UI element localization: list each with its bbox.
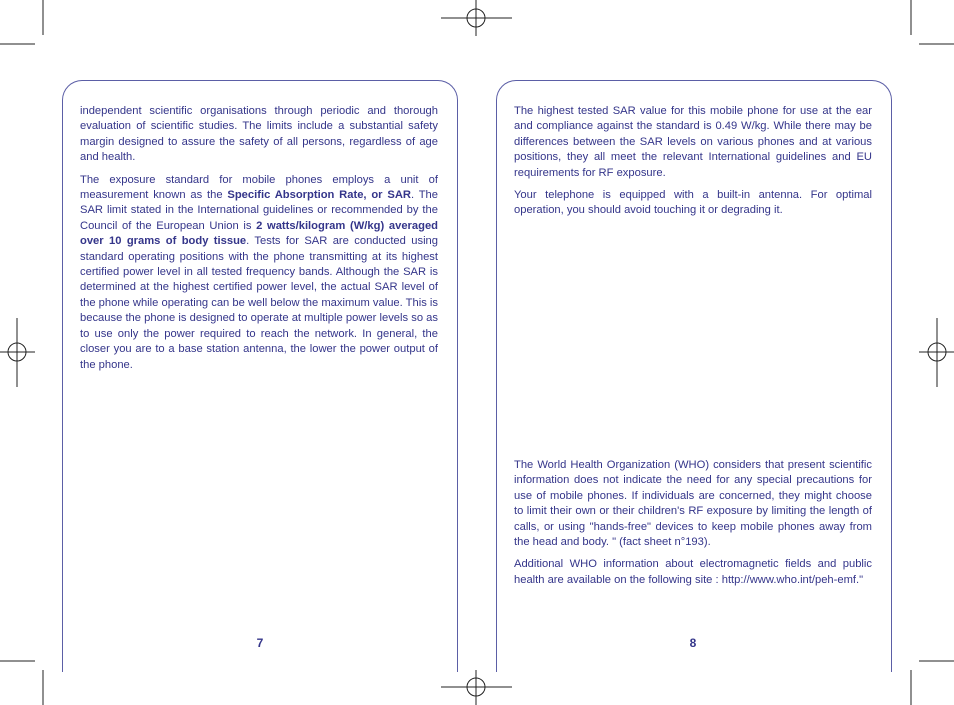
sar-limit-text: . The SAR limit stated in the International guidelines or recommended by the Council of the European Union is [80,189,438,232]
right-paragraph-4: Additional WHO information about electromagnetic fields and public health are available on the following site : http://www.who.int/peh-emf." [514,558,872,586]
right-page-text-bottom [514,458,872,595]
sar-term: Specific Absorption Rate, or SAR [227,189,411,202]
sar-intro-text: The exposure standard for mobile phones employs a unit of measurement known as the [80,173,438,202]
left-page-text [80,104,438,380]
right-paragraph-2: Your telephone is equipped with a built-in antenna. For optimal operation, you should avoid touching it or degrading it. [514,189,872,217]
right-paragraph-3: The World Health Organization (WHO) considers that present scientific information does not indicate the need for any special precautions for use of mobile phones. If individuals are concerned, they might choose to limit their own or their children's RF exposure by limiting the length of calls, or using "hands-free" devices to keep mobile phones away from the head and body. " (fact sheet n°193). [514,459,872,549]
right-paragraph-1: The highest tested SAR value for this mobile phone for use at the ear and compliance against the standard is 0.49 W/kg. While there may be differences between the SAR levels on various phones and at various positions, they all meet the relevant International guidelines and EU requirements for RF exposure. [514,105,872,179]
left-paragraph-2 [80,173,438,373]
sar-limit-value: 2 watts/kilogram (W/kg) averaged over 10 grams of body tissue [80,219,439,248]
sar-tests-text: . Tests for SAR are conducted using standard operating positions with the phone transmitting at its highest certified power level in all tested frequency bands. Although the SAR is determined at the highest certified power level, the actual SAR level of the phone while operating can be well below the maximum value. This is because the phone is designed to operate at multiple power levels so as to use only the power required to reach the network. In general, the closer you are to a base station antenna, the lower the power output of the phone. [80,235,438,371]
page-number-right: 8 [689,636,697,650]
page-number-left: 7 [256,636,264,650]
left-paragraph-1: independent scientific organisations through periodic and thorough evaluation of scientific studies. The limits include a substantial safety margin designed to assure the safety of all persons, regardless of age and health. [80,105,438,164]
right-page-text-top [514,104,872,226]
